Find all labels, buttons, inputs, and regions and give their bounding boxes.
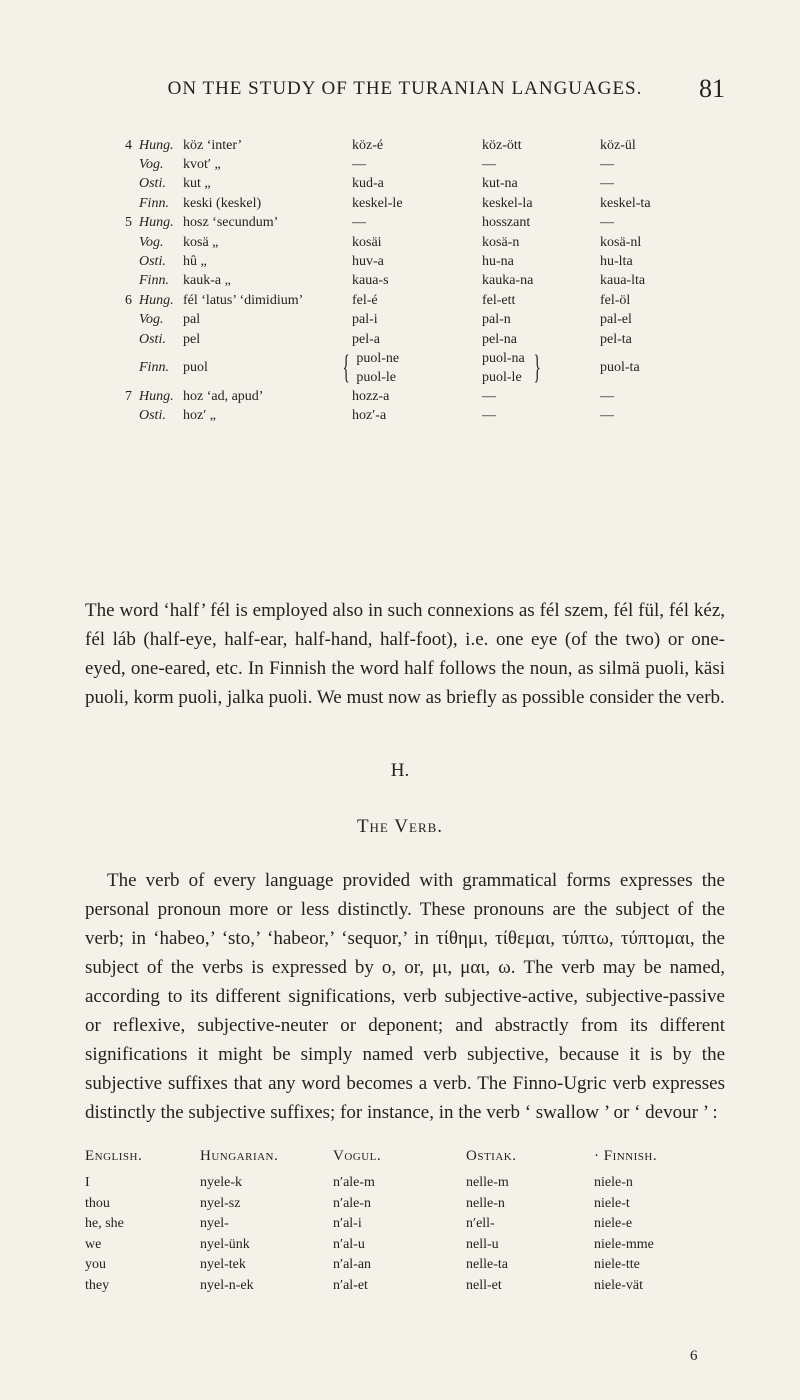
word-cell [139, 407, 352, 426]
table-cell: he, she [85, 1216, 124, 1232]
table-cell: n′ell- [466, 1216, 495, 1232]
language-abbrev: Hung. [139, 292, 174, 308]
table-cell: nyel-ünk [200, 1236, 250, 1252]
table-cell: niele-t [594, 1195, 630, 1211]
section-title: The Verb. [356, 816, 444, 837]
form-lative: hozz-a [352, 388, 390, 404]
table-row [92, 155, 680, 174]
table-cell: thou [85, 1195, 110, 1211]
word-cell [139, 272, 352, 291]
form-ablative: kaua-lta [600, 273, 646, 289]
table-row [92, 387, 680, 406]
root-word: pel [183, 331, 201, 347]
root-word: hoz′ „ [183, 408, 216, 424]
table-cell: niele-vät [594, 1277, 643, 1293]
table-cell: n′al-i [333, 1216, 362, 1232]
table-row [85, 1173, 714, 1194]
root-word: köz ‘inter’ [183, 137, 243, 153]
table-cell: nell-u [466, 1236, 499, 1252]
verb-conjugation-table-body [85, 1139, 714, 1296]
language-abbrev: Osti. [139, 254, 166, 270]
word-cell [139, 252, 352, 271]
table-cell: n′ale-n [333, 1195, 372, 1211]
column-header: English. [85, 1147, 143, 1164]
word-cell [139, 194, 352, 213]
table-row [92, 349, 680, 387]
root-word: kauk-a „ [183, 273, 231, 289]
word-cell [139, 291, 352, 310]
root-word: hû „ [183, 254, 207, 270]
column-header: · Finnish. [594, 1147, 658, 1164]
column-header: Hungarian. [200, 1147, 279, 1164]
table-row [92, 272, 680, 291]
table-row [92, 311, 680, 330]
table-row [92, 214, 680, 233]
form-ablative: — [600, 388, 614, 404]
form-variant: puol-le [356, 370, 396, 386]
row-number [92, 252, 139, 271]
form-locative: pel-na [482, 331, 517, 347]
right-brace-icon: } [533, 349, 541, 387]
form-ablative: puol-ta [600, 360, 640, 376]
form-variant: puol-le [482, 370, 522, 386]
signature-mark: 6 [690, 1348, 698, 1364]
word-cell [139, 175, 352, 194]
column-header: Vogul. [333, 1147, 382, 1164]
table-row [85, 1214, 714, 1235]
row-number [92, 175, 139, 194]
form-ablative: — [600, 157, 614, 173]
table-cell: nyel-sz [200, 1195, 241, 1211]
root-word: puol [183, 360, 208, 376]
table-cell: you [85, 1257, 106, 1273]
form-ablative: — [600, 408, 614, 424]
form-locative: pal-n [482, 312, 511, 328]
form-variant: puol-na [482, 351, 525, 367]
form-lative: kud-a [352, 176, 384, 192]
table-row [92, 330, 680, 349]
row-number [92, 233, 139, 252]
table-cell: nyel-n-ek [200, 1277, 254, 1293]
form-locative: fel-ett [482, 292, 516, 308]
table-cell: nyel- [200, 1216, 229, 1232]
row-number [92, 407, 139, 426]
form-locative: hosszant [482, 215, 531, 231]
paragraph-half: The word ‘half’ fél is employed also in such connexions as fél szem, fél fül, fél kéz, fél láb (half-eye, half-ear, half-hand, half-foot), i.e. one eye (of the two) or one-eyed, one-eared, etc. In Finnish the word half follows the noun, as silmä puoli, käsi puoli, korm puoli, jalka puoli. We must now as briefly as possible consider the verb. [85, 600, 725, 708]
root-word: kut „ [183, 176, 211, 192]
form-locative: hu-na [482, 254, 514, 270]
language-abbrev: Finn. [139, 273, 169, 289]
form-ablative: kosä-nl [600, 234, 642, 250]
form-variant: puol-ne [356, 351, 400, 367]
form-lative: — [352, 215, 366, 231]
form-locative: keskel-la [482, 195, 533, 211]
form-lative: pal-i [352, 312, 378, 328]
form-ablative: fel-öl [600, 292, 631, 308]
form-lative: — [352, 157, 366, 173]
table-row [85, 1276, 714, 1297]
postposition-table-body [92, 136, 680, 426]
table-header-row [85, 1139, 714, 1173]
form-locative [482, 349, 600, 387]
language-abbrev: Hung. [139, 388, 174, 404]
table-row [85, 1194, 714, 1215]
language-abbrev: Vog. [139, 312, 164, 328]
page-number: 81 [699, 74, 725, 103]
form-ablative: keskel-ta [600, 195, 651, 211]
root-word: keski (keskel) [183, 195, 262, 211]
word-cell [139, 387, 352, 406]
word-cell [139, 330, 352, 349]
table-cell: I [85, 1175, 90, 1191]
table-cell: n′ale-m [333, 1175, 375, 1191]
word-cell [139, 311, 352, 330]
table-cell: nelle-n [466, 1195, 505, 1211]
word-cell [139, 233, 352, 252]
table-cell: n′al-an [333, 1257, 372, 1273]
table-row [92, 175, 680, 194]
form-ablative: — [600, 215, 614, 231]
table-cell: nyele-k [200, 1175, 242, 1191]
table-cell: n′al-et [333, 1277, 368, 1293]
language-abbrev: Finn. [139, 195, 169, 211]
form-lative: keskel-le [352, 195, 403, 211]
word-cell [139, 155, 352, 174]
table-cell: n′al-u [333, 1236, 365, 1252]
form-locative: köz-ött [482, 137, 522, 153]
table-row [92, 136, 680, 155]
running-head: ON THE STUDY OF THE TURANIAN LANGUAGES. [167, 78, 643, 99]
table-row [85, 1255, 714, 1276]
form-lative: kaua-s [352, 273, 389, 289]
row-number: 7 [125, 388, 132, 404]
form-locative: kauka-na [482, 273, 534, 289]
form-lative: köz-é [352, 137, 384, 153]
table-cell: nyel-tek [200, 1257, 246, 1273]
language-abbrev: Osti. [139, 176, 166, 192]
row-number [92, 311, 139, 330]
row-number [92, 155, 139, 174]
root-word: kosä „ [183, 234, 219, 250]
form-lative: pel-a [352, 331, 380, 347]
row-number [92, 272, 139, 291]
form-lative: hoz′-a [352, 408, 387, 424]
form-ablative: köz-ül [600, 137, 636, 153]
form-locative: kosä-n [482, 234, 520, 250]
table-cell: niele-e [594, 1216, 633, 1232]
language-abbrev: Osti. [139, 408, 166, 424]
language-abbrev: Vog. [139, 157, 164, 173]
row-number [92, 349, 139, 387]
form-lative: kosäi [352, 234, 382, 250]
table-cell: nell-et [466, 1277, 502, 1293]
form-locative: — [482, 408, 496, 424]
form-ablative: pal-el [600, 312, 632, 328]
table-cell: niele-mme [594, 1236, 654, 1252]
verb-conjugation-table [85, 1139, 714, 1296]
root-word: pal [183, 312, 201, 328]
root-word: kvot′ „ [183, 157, 221, 173]
form-ablative: — [600, 176, 614, 192]
form-locative: — [482, 388, 496, 404]
form-lative: huv-a [352, 254, 384, 270]
word-cell [139, 136, 352, 155]
postposition-table [92, 136, 680, 426]
root-word: hoz ‘ad, apud’ [183, 388, 264, 404]
language-abbrev: Hung. [139, 137, 174, 153]
row-number: 4 [125, 137, 132, 153]
paragraph-verb: The verb of every language provided with grammatical forms expresses the personal pronoun more or less distinctly. These pronouns are the subject of the verb; in ‘habeo,’ ‘sto,’ ‘habeor,’ ‘sequor,’ in τίθημι, τίθεμαι, τύπτω, τύπτομαι, the subject of the verbs is expressed by o, or, μι, μαι, ω. The verb may be named, according to its different significations, verb subjective-active, subjective-passive or reflexive, subjective-neuter or deponent; and abstractly from its different significations it might be simply named verb subjective, because it is by the subjective suffixes that any word becomes a verb. The Finno-Ugric verb expresses distinctly the subjective suffixes; for instance, in the verb ‘ swallow ’ or ‘ devour ’ : [85, 870, 725, 1123]
form-lative: fel-é [352, 292, 378, 308]
language-abbrev: Vog. [139, 234, 164, 250]
form-locative: kut-na [482, 176, 518, 192]
form-ablative: pel-ta [600, 331, 632, 347]
root-word: fél ‘latus’ ‘dimidium’ [183, 292, 304, 308]
language-abbrev: Osti. [139, 331, 166, 347]
table-row [92, 194, 680, 213]
language-abbrev: Hung. [139, 215, 174, 231]
form-locative: — [482, 157, 496, 173]
table-cell: niele-tte [594, 1257, 640, 1273]
column-header: Ostiak. [466, 1147, 517, 1164]
table-cell: we [85, 1236, 102, 1252]
section-number: H. [390, 760, 410, 781]
row-number [92, 194, 139, 213]
table-row [92, 233, 680, 252]
left-brace-icon: { [342, 349, 350, 387]
word-cell [139, 214, 352, 233]
row-number: 5 [125, 215, 132, 231]
page-header [85, 74, 725, 104]
table-cell: nelle-m [466, 1175, 509, 1191]
table-row [92, 252, 680, 271]
word-cell [139, 349, 352, 387]
row-number [92, 330, 139, 349]
table-cell: nelle-ta [466, 1257, 508, 1273]
table-row [85, 1235, 714, 1256]
table-row [92, 407, 680, 426]
root-word: hosz ‘secundum’ [183, 215, 279, 231]
table-row [92, 291, 680, 310]
form-lative [342, 349, 482, 387]
row-number: 6 [125, 292, 132, 308]
table-cell: niele-n [594, 1175, 633, 1191]
language-abbrev: Finn. [139, 360, 169, 376]
form-ablative: hu-lta [600, 254, 633, 270]
table-cell: they [85, 1277, 110, 1293]
